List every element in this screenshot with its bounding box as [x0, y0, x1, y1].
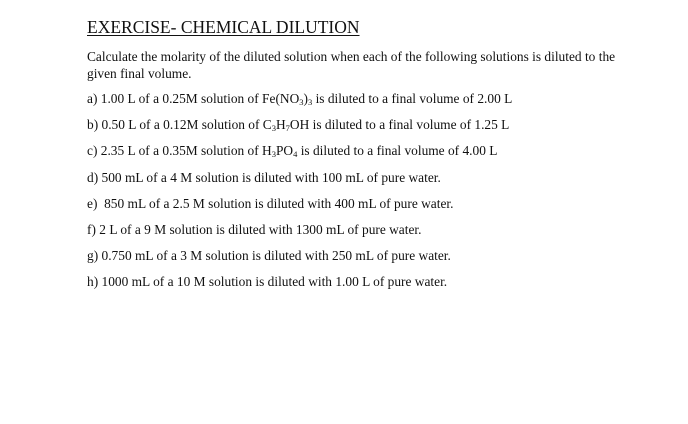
- instructions: Calculate the molarity of the diluted solution when each of the following solutions is diluted to the given final volume.: [87, 49, 616, 81]
- subscript: 3: [271, 123, 276, 134]
- question-label: a): [87, 91, 101, 106]
- question-label: c): [87, 143, 101, 159]
- question-text: 2.35 L of a 0.35M solution of H: [100, 143, 272, 159]
- question-label: g): [87, 248, 102, 264]
- subscript: 3: [299, 97, 304, 107]
- question-text: 1.00 L of a 0.25M solution of Fe(NO: [100, 91, 300, 106]
- question-list: [87, 90, 647, 290]
- question-text: PO: [275, 143, 294, 159]
- question-text: 0.50 L of a 0.12M solution of C: [101, 117, 272, 133]
- question-text: OH is diluted to a final volume of 1.25 L: [289, 117, 510, 133]
- page-title: EXERCISE- CHEMICAL DILUTION: [87, 17, 360, 37]
- question-item: [87, 273, 647, 290]
- worksheet: [87, 16, 647, 300]
- question-text: 1000 mL of a 10 M solution is diluted with 1.00 L of pure water.: [101, 274, 448, 290]
- question-label: d): [87, 169, 102, 185]
- subscript: 4: [293, 149, 298, 160]
- question-label: b): [87, 117, 102, 133]
- question-label: f): [87, 221, 100, 237]
- question-text: is diluted to a final volume of 2.00 L: [312, 91, 513, 106]
- question-item: [87, 90, 647, 107]
- question-text: H: [276, 117, 286, 133]
- question-text: is diluted to a final volume of 4.00 L: [297, 143, 498, 159]
- subscript: 3: [307, 97, 313, 107]
- question-text: 0.750 mL of a 3 M solution is diluted with 250 mL of pure water.: [101, 248, 451, 264]
- subscript: 3: [271, 149, 276, 160]
- question-label: e): [87, 195, 101, 211]
- question-item: [87, 195, 647, 212]
- question-item: [87, 116, 647, 133]
- question-text: 2 L of a 9 M solution is diluted with 1300 mL of pure water.: [99, 221, 422, 237]
- question-item: [87, 221, 647, 238]
- question-text: 850 mL of a 2.5 M solution is diluted with 400 mL of pure water.: [100, 195, 454, 211]
- question-item: [87, 169, 647, 186]
- question-text: 500 mL of a 4 M solution is diluted with 100 mL of pure water.: [101, 169, 441, 185]
- question-text: ): [303, 91, 308, 106]
- question-label: h): [87, 274, 102, 290]
- subscript: 7: [285, 123, 290, 134]
- question-item: [87, 142, 647, 159]
- question-item: [87, 247, 647, 264]
